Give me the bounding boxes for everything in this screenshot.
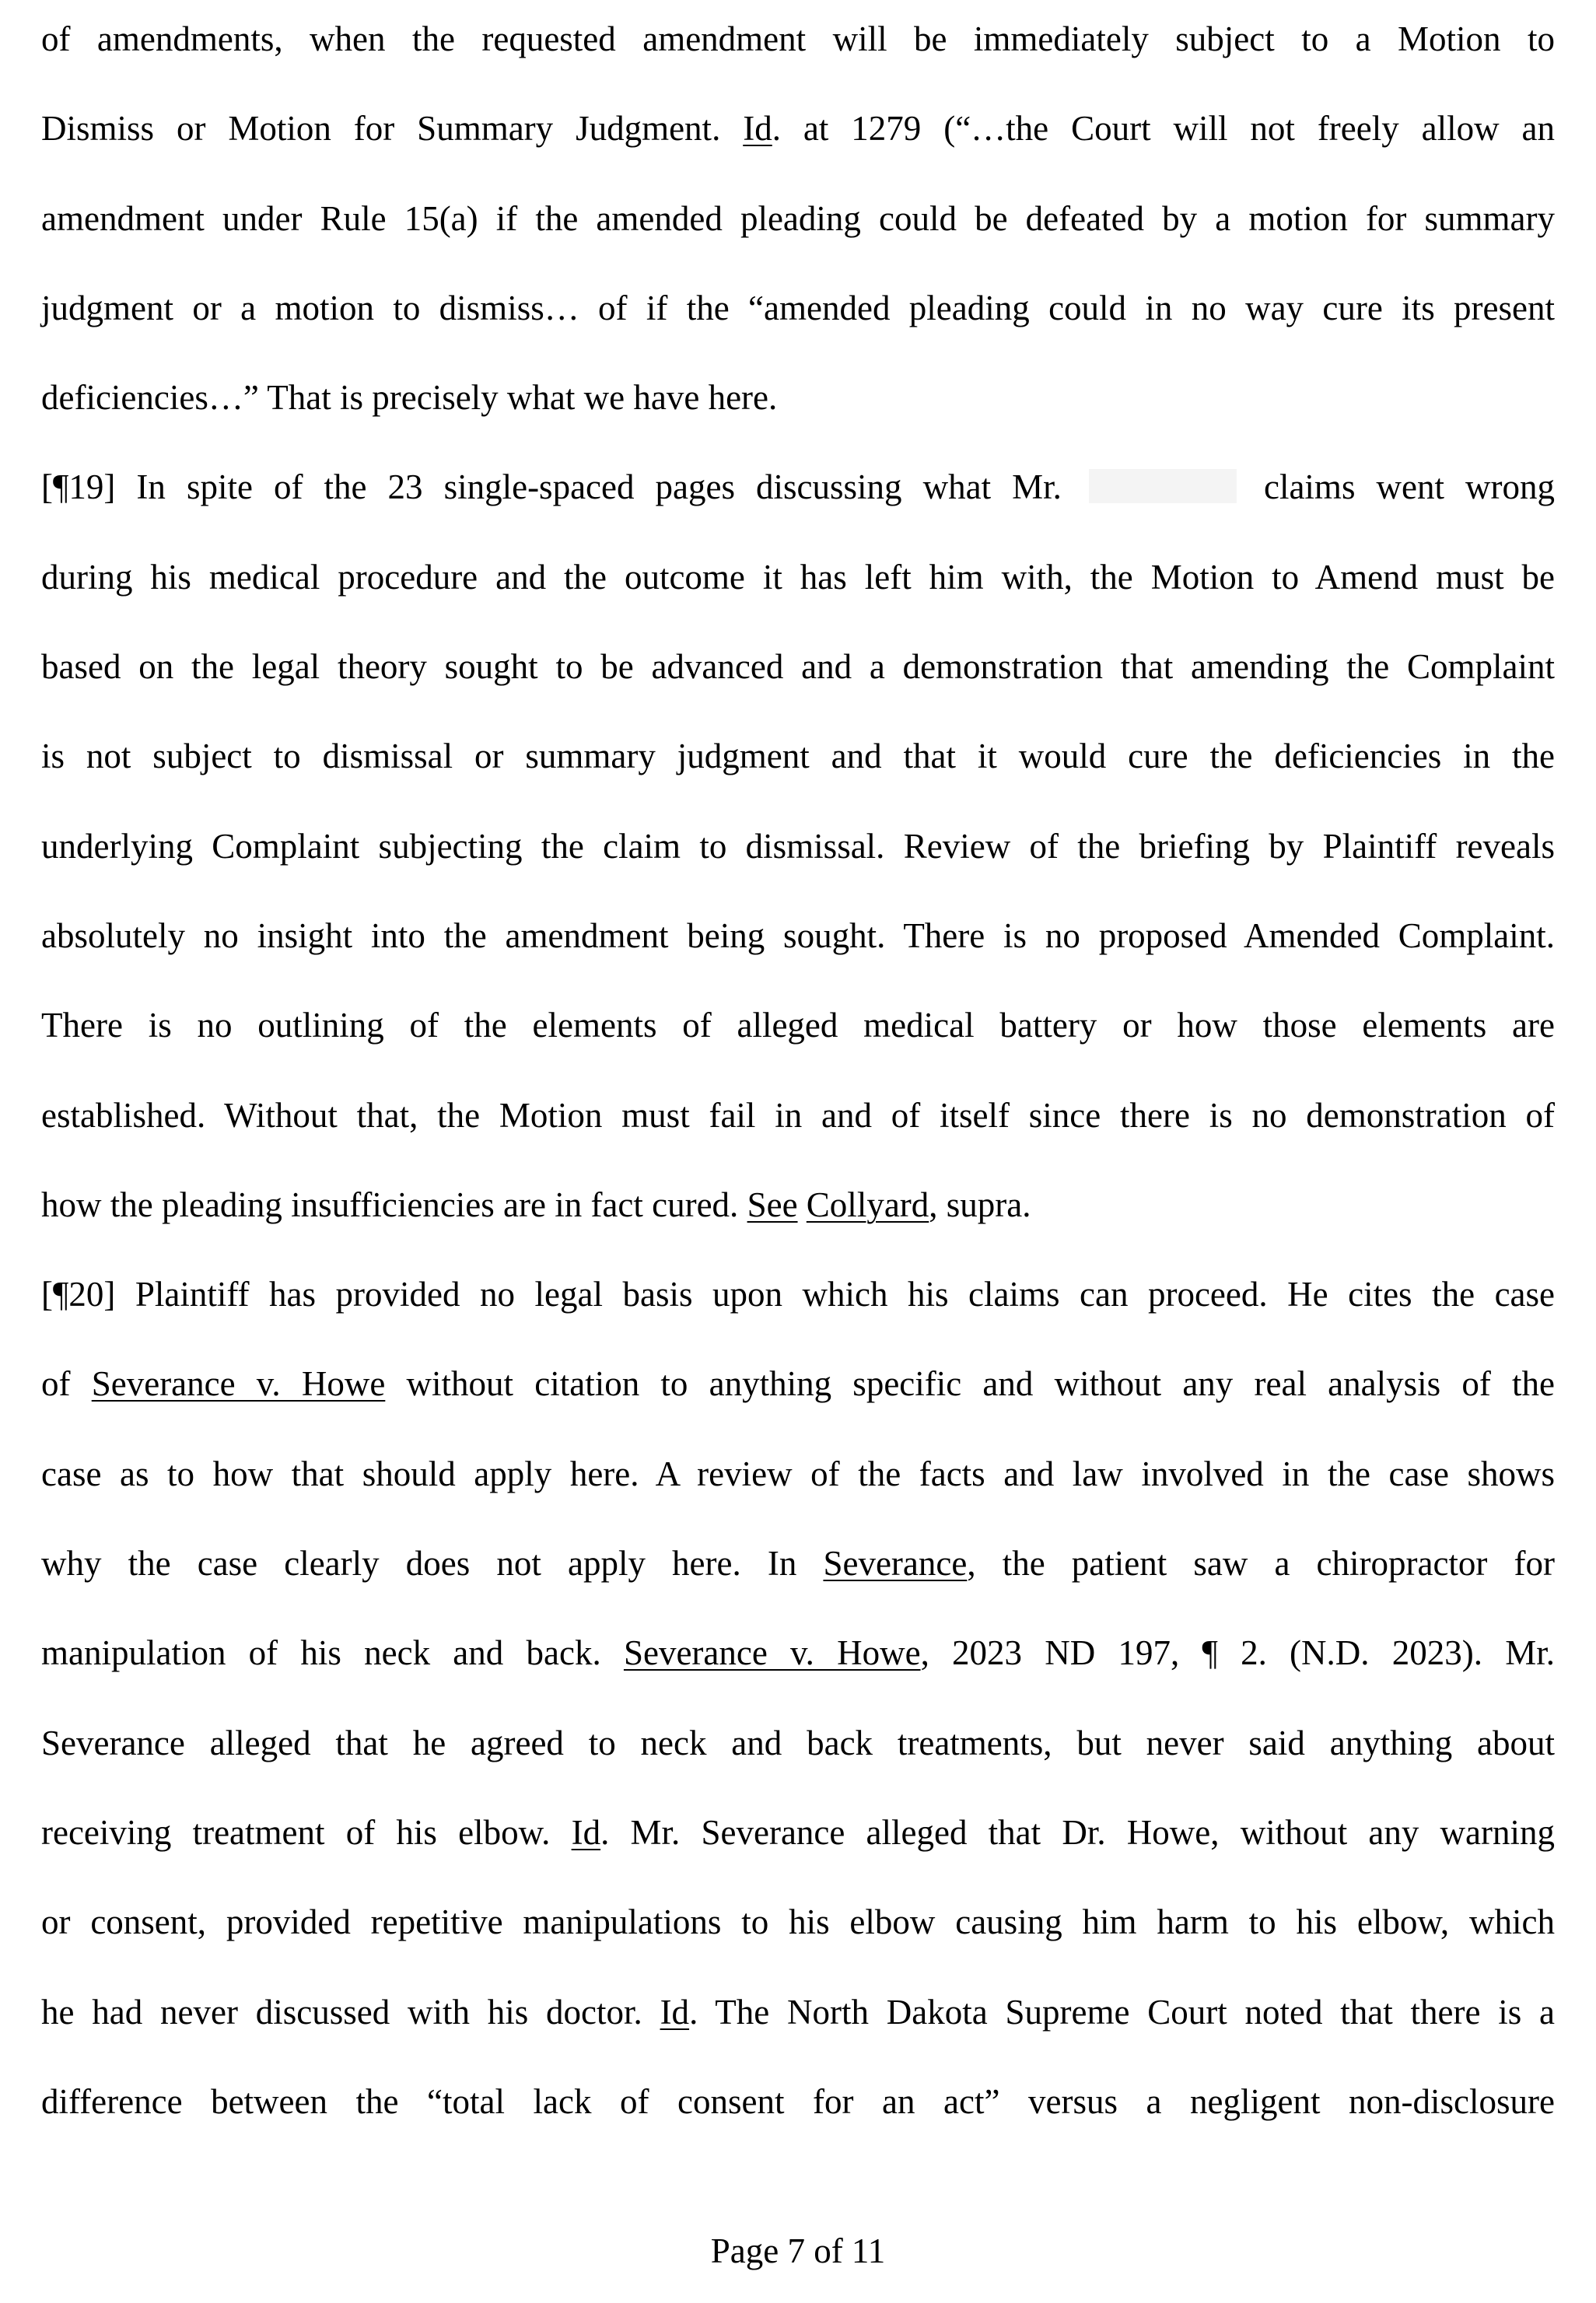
line-text: based on the legal theory sought to be advanced and a demonstration that amending the Complaint <box>41 647 1555 687</box>
citation-id: Id <box>743 109 772 149</box>
line-text: judgment or a motion to dismiss… of if the “amended pleading could in no way cure its present <box>41 288 1555 327</box>
text-line <box>41 622 1555 712</box>
citation-severance: Severance v. Howe <box>623 1633 921 1673</box>
text-line <box>41 1608 1555 1698</box>
line-text: Severance alleged that he agreed to neck and back treatments, but never said anything about <box>41 1723 1555 1762</box>
text-line <box>41 353 1555 443</box>
paragraph-20-start <box>41 1250 1555 1339</box>
text-line <box>41 174 1555 264</box>
page-number: Page 7 of 11 <box>710 2231 886 2270</box>
line-text: , the patient saw a chiropractor for <box>967 1544 1555 1584</box>
text-line <box>41 802 1555 891</box>
text-line <box>41 1519 1555 1608</box>
citation-id: Id <box>571 1812 601 1852</box>
paragraph-19-start <box>41 443 1555 532</box>
line-text: he had never discussed with his doctor. <box>41 1992 642 2032</box>
line-text: [¶19] In spite of the 23 single-spaced pages discussing what Mr. <box>41 467 1062 507</box>
line-text: of <box>41 1364 71 1404</box>
line-text: how the pleading insufficiencies are in fact cured. <box>41 1185 739 1224</box>
line-text: There is no outlining of the elements of alleged medical battery or how those elements are <box>41 1006 1555 1045</box>
text-line <box>41 1968 1555 2057</box>
text-line <box>41 1699 1555 1788</box>
text-line <box>41 1430 1555 1519</box>
text-line <box>41 1339 1555 1429</box>
text-line <box>41 712 1555 801</box>
text-line <box>41 891 1555 981</box>
line-text: . Mr. Severance alleged that Dr. Howe, without any warning <box>600 1812 1556 1852</box>
line-text: established. Without that, the Motion must fail in and of itself since there is no demonstration of <box>41 1095 1555 1135</box>
line-text: case as to how that should apply here. A review of the facts and law involved in the case shows <box>41 1454 1555 1493</box>
text-line <box>41 533 1555 622</box>
line-text: why the case clearly does not apply here. In <box>41 1544 797 1584</box>
redacted-name <box>1089 469 1237 503</box>
text-line <box>41 0 1555 84</box>
line-text: . The North Dakota Supreme Court noted that there is a <box>689 1992 1556 2032</box>
text-line <box>41 264 1555 353</box>
line-text: , 2023 ND 197, ¶ 2. (N.D. 2023). Mr. <box>920 1633 1555 1673</box>
citation-collyard: Collyard <box>806 1185 929 1224</box>
line-text: Dismiss or Motion for Summary Judgment. <box>41 109 721 149</box>
text-line <box>41 981 1555 1070</box>
text-line <box>41 1878 1555 1967</box>
line-text: receiving treatment of his elbow. <box>41 1812 551 1852</box>
citation-id: Id <box>660 1992 690 2032</box>
line-text: deficiencies…” That is precisely what we have here. <box>41 378 778 418</box>
line-text: , supra. <box>929 1185 1031 1224</box>
line-text: amendment under Rule 15(a) if the amended pleading could be defeated by a motion for summary <box>41 198 1555 238</box>
line-text: or consent, provided repetitive manipulations to his elbow causing him harm to his elbow, which <box>41 1902 1555 1942</box>
citation-see: See <box>747 1185 798 1224</box>
text-line <box>41 1160 1555 1250</box>
citation-severance: Severance <box>823 1544 968 1584</box>
citation-severance: Severance v. Howe <box>91 1364 386 1404</box>
text-line <box>41 84 1555 173</box>
line-text: of amendments, when the requested amendment will be immediately subject to a Motion to <box>41 19 1555 58</box>
text-line <box>41 2057 1555 2147</box>
text-line <box>41 1788 1555 1878</box>
line-text: difference between the “total lack of consent for an act” versus a negligent non-disclosure <box>41 2081 1555 2121</box>
line-text: without citation to anything specific and without any real analysis of the <box>406 1364 1556 1404</box>
line-text: underlying Complaint subjecting the claim to dismissal. Review of the briefing by Plaintiff reveals <box>41 826 1555 866</box>
line-text: manipulation of his neck and back. <box>41 1633 601 1673</box>
line-text: is not subject to dismissal or summary judgment and that it would cure the deficiencies in the <box>41 737 1555 776</box>
line-text: claims went wrong <box>1263 467 1555 507</box>
text-line <box>41 1071 1555 1160</box>
line-text: [¶20] Plaintiff has provided no legal basis upon which his claims can proceed. He cites the case <box>41 1275 1555 1314</box>
line-text: absolutely no insight into the amendment being sought. There is no proposed Amended Complaint. <box>41 915 1555 955</box>
body-text <box>41 0 1555 2147</box>
line-text: during his medical procedure and the outcome it has left him with, the Motion to Amend must be <box>41 557 1555 597</box>
line-text: . at 1279 (“…the Court will not freely allow an <box>772 109 1556 149</box>
